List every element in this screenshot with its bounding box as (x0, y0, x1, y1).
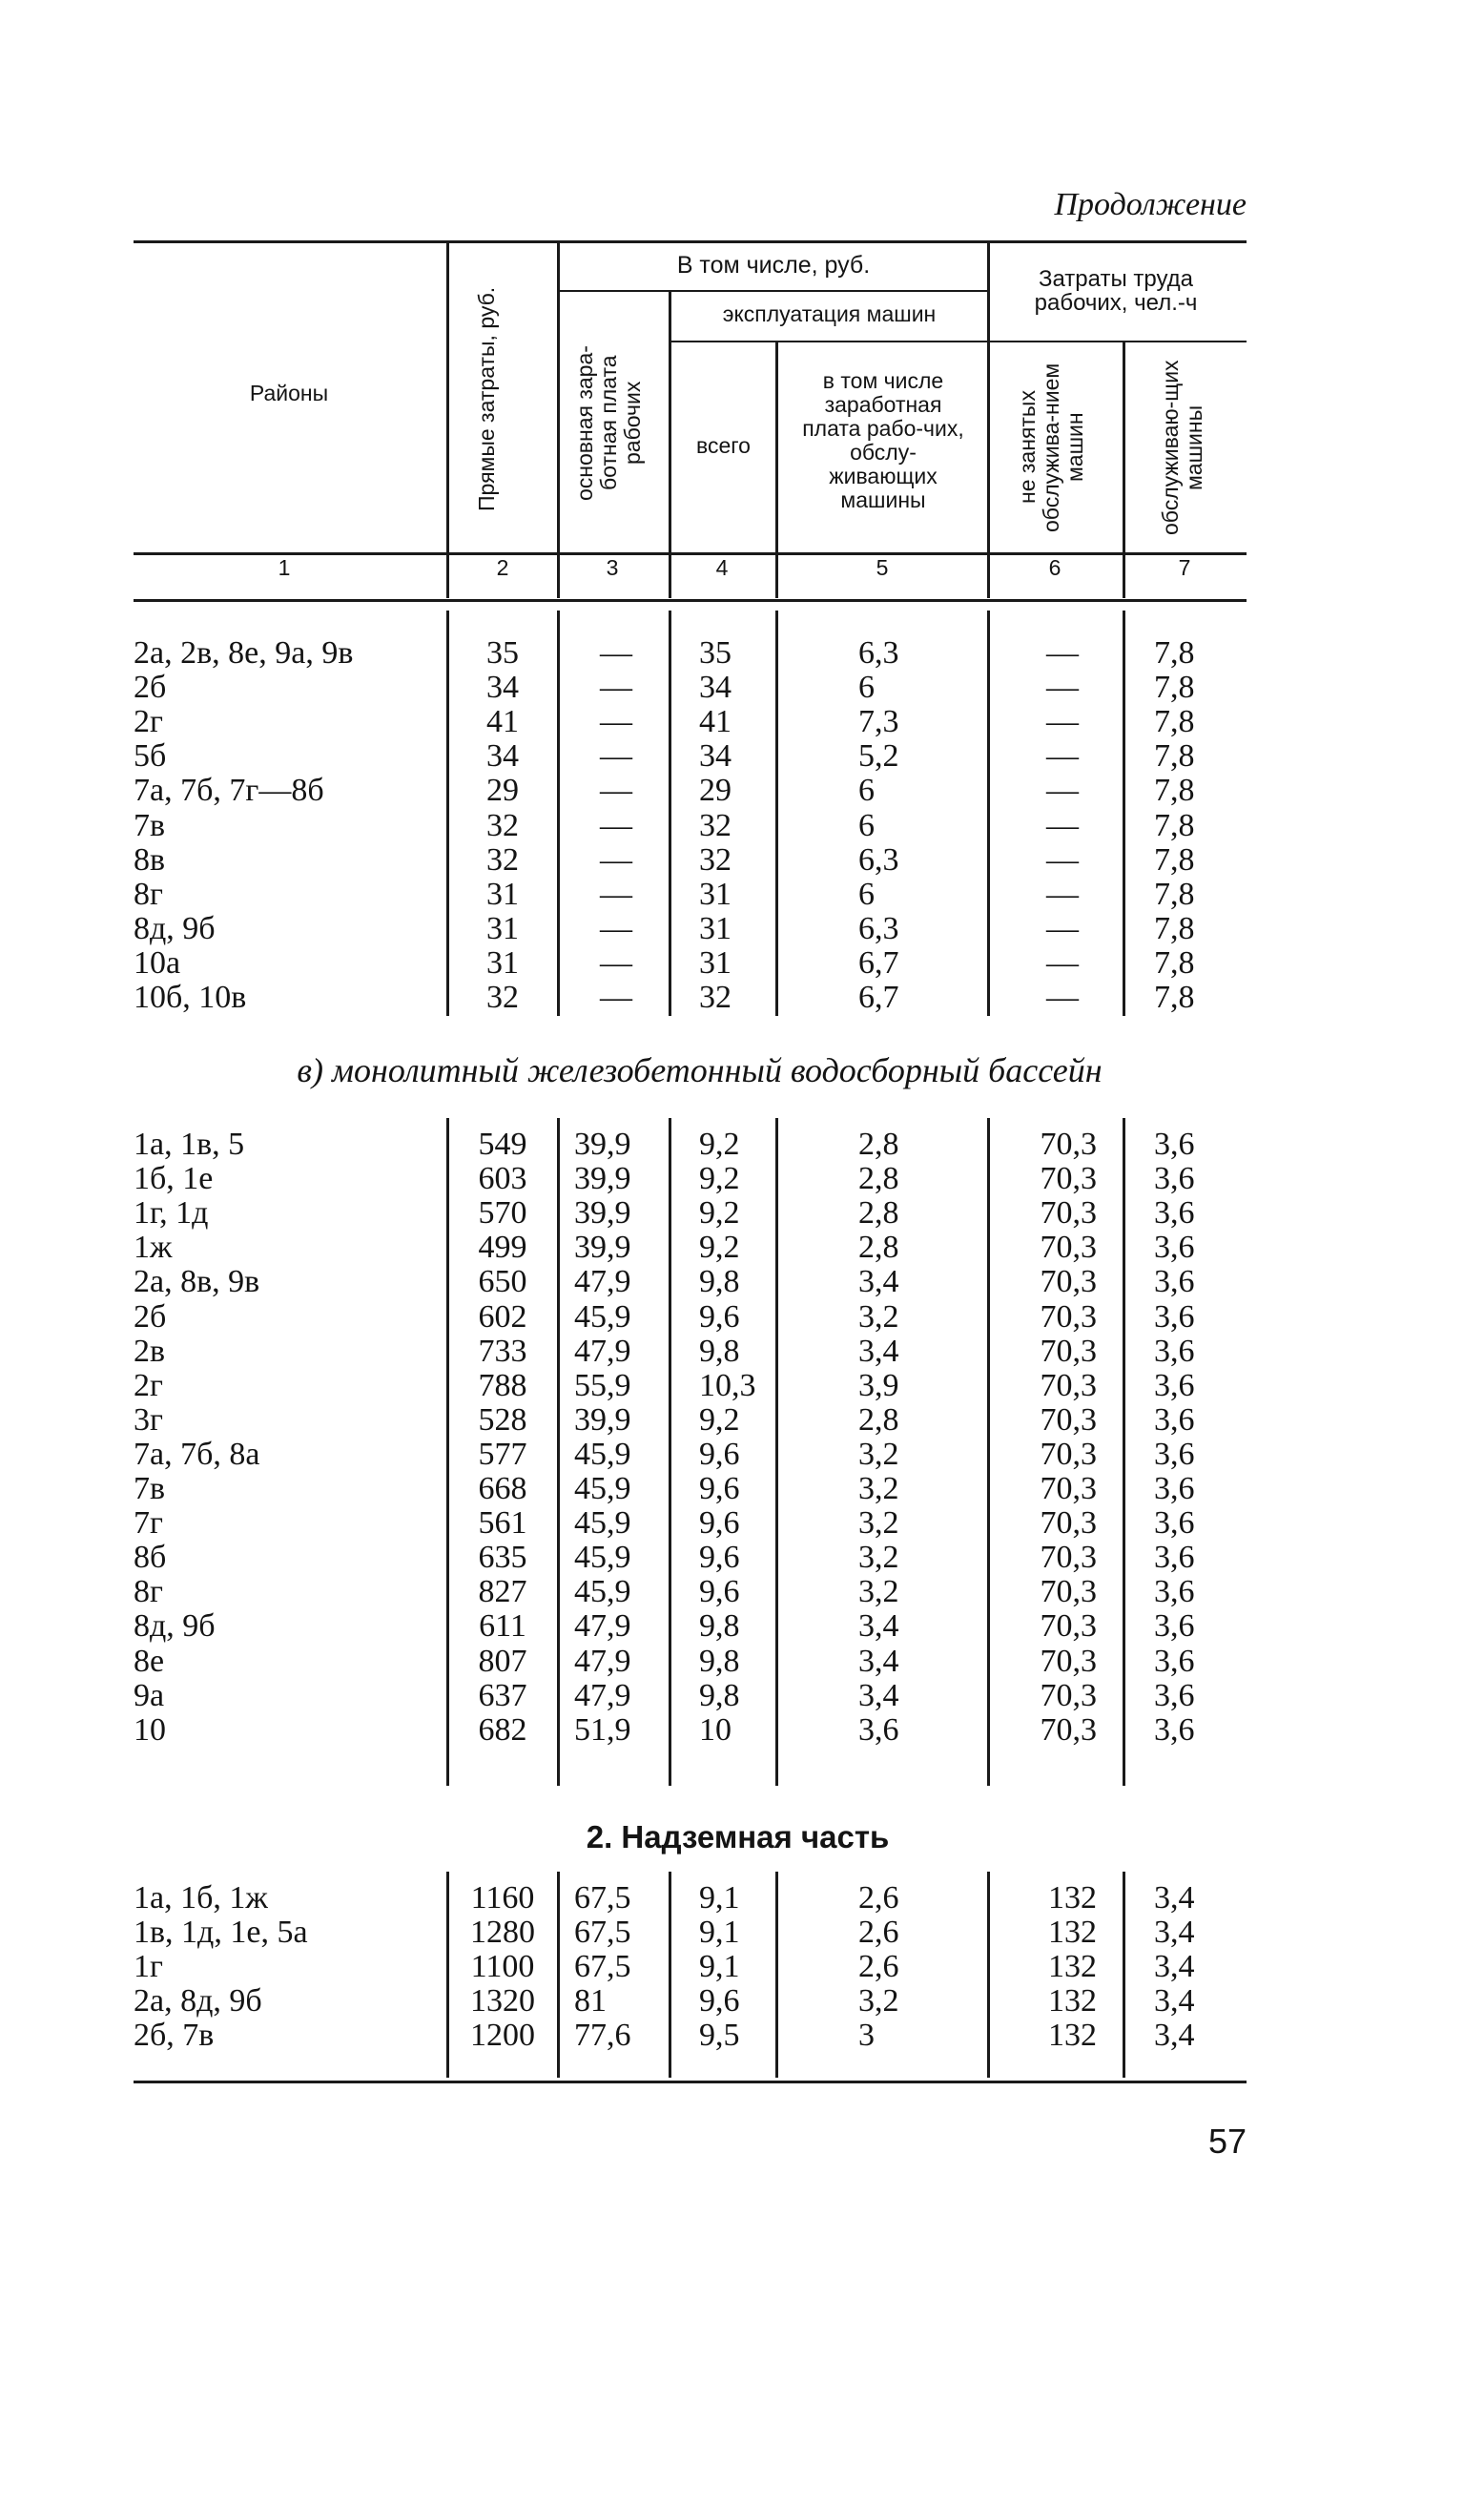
row-region: 1г (134, 1949, 163, 1984)
row-labor-machine: 3,6 (1154, 1471, 1195, 1506)
row-labor-machine: 7,8 (1154, 980, 1195, 1015)
row-labor-machine: 3,6 (1154, 1299, 1195, 1335)
row-machine-wage: 3,4 (858, 1334, 899, 1369)
row-base-wage: 47,9 (574, 1678, 631, 1713)
row-labor-machine: 3,6 (1154, 1402, 1195, 1438)
row-direct-costs: 602 (478, 1299, 527, 1335)
row-labor-machine: 7,8 (1154, 635, 1195, 671)
row-machine-wage: 5,2 (858, 738, 899, 774)
row-labor-not-machine: 70,3 (1040, 1505, 1097, 1541)
column-divider (775, 1872, 778, 2078)
row-base-wage: 39,9 (574, 1195, 631, 1231)
row-labor-not-machine: 70,3 (1040, 1264, 1097, 1299)
row-region: 1а, 1в, 5 (134, 1127, 245, 1162)
row-labor-not-machine: 132 (1048, 1880, 1097, 1916)
row-machine-wage: 3,2 (858, 1299, 899, 1335)
row-labor-not-machine: — (1046, 704, 1079, 739)
row-base-wage: 67,5 (574, 1949, 631, 1984)
row-labor-machine: 3,6 (1154, 1505, 1195, 1541)
row-region: 7в (134, 1471, 166, 1506)
row-machine-total: 34 (699, 738, 732, 774)
row-labor-not-machine: 70,3 (1040, 1540, 1097, 1575)
row-direct-costs: 733 (478, 1334, 527, 1369)
row-machine-total: 9,1 (699, 1949, 740, 1984)
row-labor-machine: 3,4 (1154, 1880, 1195, 1916)
row-labor-not-machine: 132 (1048, 2018, 1097, 2053)
row-labor-not-machine: 70,3 (1040, 1644, 1097, 1679)
section-title-aboveground: 2. Надземная часть (586, 1819, 890, 1854)
row-base-wage: — (600, 773, 632, 808)
row-machine-wage: 3,2 (858, 1437, 899, 1472)
row-labor-machine: 3,6 (1154, 1264, 1195, 1299)
column-number: 7 (1178, 555, 1191, 580)
row-machine-wage: 3,9 (858, 1368, 899, 1403)
row-labor-machine: 3,6 (1154, 1334, 1195, 1369)
row-base-wage: — (600, 635, 632, 671)
header-direct-costs: Прямые затраты, руб. (473, 286, 499, 511)
row-machine-total: 31 (699, 877, 732, 912)
header-including: В том числе, руб. (676, 252, 871, 279)
row-machine-wage: 6,7 (858, 980, 899, 1015)
row-labor-machine: 3,6 (1154, 1678, 1195, 1713)
row-base-wage: 55,9 (574, 1368, 631, 1403)
row-machine-total: 9,6 (699, 1437, 740, 1472)
row-direct-costs: 31 (486, 945, 519, 981)
row-direct-costs: 570 (478, 1195, 527, 1231)
row-labor-not-machine: 70,3 (1040, 1127, 1097, 1162)
row-labor-machine: 7,8 (1154, 945, 1195, 981)
row-region: 7а, 7б, 8а (134, 1437, 260, 1472)
row-machine-total: 32 (699, 980, 732, 1015)
table-top-rule (134, 240, 1247, 243)
column-number: 1 (278, 555, 291, 580)
row-labor-not-machine: 132 (1048, 1915, 1097, 1950)
row-direct-costs: 1280 (470, 1915, 535, 1950)
row-base-wage: 47,9 (574, 1644, 631, 1679)
row-direct-costs: 34 (486, 670, 519, 705)
row-labor-machine: 3,6 (1154, 1608, 1195, 1644)
row-machine-total: 9,8 (699, 1608, 740, 1644)
row-base-wage: — (600, 911, 632, 946)
column-divider (669, 1872, 671, 2078)
header-labor-not-machine: не занятых обслужива-нием машин (1014, 362, 1087, 532)
row-labor-machine: 7,8 (1154, 704, 1195, 739)
row-base-wage: 47,9 (574, 1264, 631, 1299)
row-direct-costs: 637 (478, 1678, 527, 1713)
header-labor-machine: обслуживаю-щих машины (1157, 360, 1206, 535)
row-labor-not-machine: — (1046, 980, 1079, 1015)
row-direct-costs: 635 (478, 1540, 527, 1575)
row-direct-costs: 34 (486, 738, 519, 774)
row-machine-total: 9,6 (699, 1505, 740, 1541)
row-labor-machine: 3,6 (1154, 1195, 1195, 1231)
row-region: 8д, 9б (134, 1608, 216, 1644)
row-machine-total: 32 (699, 808, 732, 843)
row-direct-costs: 528 (478, 1402, 527, 1438)
row-machine-total: 9,2 (699, 1402, 740, 1438)
column-number: 3 (606, 555, 619, 580)
row-labor-not-machine: — (1046, 842, 1079, 878)
row-region: 1г, 1д (134, 1195, 209, 1231)
including-under-rule (558, 290, 987, 292)
header-divider (775, 342, 778, 598)
row-labor-not-machine: — (1046, 738, 1079, 774)
row-base-wage: 45,9 (574, 1437, 631, 1472)
row-base-wage: — (600, 980, 632, 1015)
row-machine-wage: 3,4 (858, 1264, 899, 1299)
column-divider (557, 1872, 560, 2078)
row-base-wage: — (600, 704, 632, 739)
row-machine-wage: 6 (858, 773, 875, 808)
row-labor-not-machine: — (1046, 877, 1079, 912)
header-direct-costs-cell (449, 250, 555, 548)
row-base-wage: — (600, 842, 632, 878)
row-machine-total: 29 (699, 773, 732, 808)
row-labor-machine: 3,6 (1154, 1574, 1195, 1609)
row-labor-machine: 7,8 (1154, 842, 1195, 878)
row-region: 10 (134, 1712, 166, 1748)
row-labor-not-machine: — (1046, 773, 1079, 808)
row-labor-not-machine: — (1046, 808, 1079, 843)
row-machine-total: 10,3 (699, 1368, 756, 1403)
column-number: 2 (496, 555, 509, 580)
row-direct-costs: 1100 (470, 1949, 535, 1984)
column-divider (987, 611, 990, 1016)
row-region: 2а, 8в, 9в (134, 1264, 260, 1299)
row-labor-machine: 3,4 (1154, 1949, 1195, 1984)
row-labor-not-machine: 70,3 (1040, 1368, 1097, 1403)
row-direct-costs: 1320 (470, 1983, 535, 2019)
row-machine-wage: 6 (858, 670, 875, 705)
row-base-wage: 45,9 (574, 1299, 631, 1335)
page-number: 57 (1207, 2122, 1247, 2161)
row-direct-costs: 549 (478, 1127, 527, 1162)
header-machine-wage: в том числе заработная плата рабо-чих, обслу-живающих машины (802, 368, 964, 512)
row-base-wage: 47,9 (574, 1608, 631, 1644)
row-region: 1а, 1б, 1ж (134, 1880, 268, 1916)
column-divider (775, 611, 778, 1016)
row-labor-not-machine: 70,3 (1040, 1161, 1097, 1196)
row-direct-costs: 1160 (470, 1880, 535, 1916)
row-labor-not-machine: — (1046, 911, 1079, 946)
column-divider (669, 1118, 671, 1786)
row-base-wage: — (600, 670, 632, 705)
row-region: 2а, 8д, 9б (134, 1983, 262, 2019)
row-base-wage: 67,5 (574, 1880, 631, 1916)
row-base-wage: 45,9 (574, 1505, 631, 1541)
row-region: 2б (134, 1299, 167, 1335)
row-labor-machine: 3,6 (1154, 1161, 1195, 1196)
row-machine-wage: 3,2 (858, 1505, 899, 1541)
row-region: 8д, 9б (134, 911, 216, 946)
header-machine-total: всего (696, 433, 751, 458)
row-region: 8б (134, 1540, 167, 1575)
row-labor-not-machine: 70,3 (1040, 1574, 1097, 1609)
row-direct-costs: 577 (478, 1437, 527, 1472)
row-labor-not-machine: 132 (1048, 1949, 1097, 1984)
row-labor-not-machine: 70,3 (1040, 1471, 1097, 1506)
row-machine-wage: 6,7 (858, 945, 899, 981)
row-base-wage: 39,9 (574, 1402, 631, 1438)
row-base-wage: 77,6 (574, 2018, 631, 2053)
row-machine-total: 9,6 (699, 1540, 740, 1575)
continued-label: Продолжение (1054, 187, 1247, 222)
row-direct-costs: 35 (486, 635, 519, 671)
row-region: 10а (134, 945, 181, 981)
row-machine-wage: 3,2 (858, 1471, 899, 1506)
row-labor-not-machine: 70,3 (1040, 1195, 1097, 1231)
row-machine-wage: 6,3 (858, 911, 899, 946)
row-region: 1ж (134, 1230, 173, 1265)
row-region: 9а (134, 1678, 165, 1713)
row-machine-total: 9,6 (699, 1574, 740, 1609)
row-machine-total: 9,2 (699, 1161, 740, 1196)
row-machine-wage: 3,2 (858, 1574, 899, 1609)
row-machine-total: 9,1 (699, 1915, 740, 1950)
row-labor-not-machine: — (1046, 670, 1079, 705)
row-region: 1в, 1д, 1е, 5а (134, 1915, 308, 1950)
row-machine-wage: 2,8 (858, 1230, 899, 1265)
table-bottom-rule (134, 2081, 1247, 2083)
row-base-wage: — (600, 877, 632, 912)
row-direct-costs: 827 (478, 1574, 527, 1609)
row-labor-not-machine: 132 (1048, 1983, 1097, 2019)
row-machine-wage: 3,4 (858, 1644, 899, 1679)
row-labor-machine: 3,4 (1154, 2018, 1195, 2053)
row-machine-total: 34 (699, 670, 732, 705)
row-labor-machine: 7,8 (1154, 670, 1195, 705)
row-machine-wage: 2,6 (858, 1915, 899, 1950)
row-region: 2в (134, 1334, 166, 1369)
row-machine-wage: 3,4 (858, 1608, 899, 1644)
row-labor-machine: 3,4 (1154, 1983, 1195, 2019)
row-region: 8г (134, 1574, 163, 1609)
row-machine-wage: 6 (858, 808, 875, 843)
row-base-wage: 45,9 (574, 1471, 631, 1506)
row-labor-not-machine: 70,3 (1040, 1608, 1097, 1644)
row-direct-costs: 807 (478, 1644, 527, 1679)
row-region: 2б, 7в (134, 2018, 215, 2053)
row-direct-costs: 31 (486, 911, 519, 946)
row-machine-total: 9,5 (699, 2018, 740, 2053)
row-labor-not-machine: — (1046, 945, 1079, 981)
row-region: 10б, 10в (134, 980, 247, 1015)
row-labor-machine: 3,6 (1154, 1540, 1195, 1575)
row-region: 7а, 7б, 7г—8б (134, 773, 324, 808)
row-machine-total: 9,2 (699, 1230, 740, 1265)
row-machine-total: 9,6 (699, 1299, 740, 1335)
row-machine-wage: 3,6 (858, 1712, 899, 1748)
header-base-wage: основная зара-ботная плата рабочих (572, 344, 645, 501)
column-divider (1123, 1872, 1125, 2078)
row-direct-costs: 682 (478, 1712, 527, 1748)
row-labor-not-machine: 70,3 (1040, 1437, 1097, 1472)
row-machine-total: 35 (699, 635, 732, 671)
row-direct-costs: 32 (486, 808, 519, 843)
row-direct-costs: 603 (478, 1161, 527, 1196)
row-base-wage: 47,9 (574, 1334, 631, 1369)
row-base-wage: 39,9 (574, 1127, 631, 1162)
row-machine-wage: 6,3 (858, 842, 899, 878)
row-machine-total: 9,6 (699, 1471, 740, 1506)
row-region: 2б (134, 670, 167, 705)
row-region: 8е (134, 1644, 165, 1679)
row-direct-costs: 29 (486, 773, 519, 808)
row-base-wage: 39,9 (574, 1161, 631, 1196)
numbers-bottom-rule (134, 599, 1247, 602)
row-base-wage: 81 (574, 1983, 607, 2019)
row-labor-machine: 3,4 (1154, 1915, 1195, 1950)
row-machine-total: 9,8 (699, 1678, 740, 1713)
row-machine-total: 32 (699, 842, 732, 878)
header-machine-operation: эксплуатация машин (722, 301, 937, 326)
row-labor-machine: 3,6 (1154, 1437, 1195, 1472)
column-divider (557, 611, 560, 1016)
row-labor-machine: 3,6 (1154, 1230, 1195, 1265)
row-direct-costs: 611 (479, 1608, 526, 1644)
row-direct-costs: 650 (478, 1264, 527, 1299)
machine-under-rule (670, 341, 987, 342)
column-divider (775, 1118, 778, 1786)
row-machine-wage: 2,8 (858, 1195, 899, 1231)
row-labor-not-machine: 70,3 (1040, 1678, 1097, 1713)
row-base-wage: 45,9 (574, 1574, 631, 1609)
row-region: 2г (134, 1368, 163, 1403)
section-title-monolithic-basin: в) монолитный железобетонный водосборный бассейн (297, 1051, 1103, 1089)
row-machine-total: 9,1 (699, 1880, 740, 1916)
row-base-wage: 51,9 (574, 1712, 631, 1748)
labor-under-rule (987, 341, 1247, 342)
row-machine-total: 31 (699, 945, 732, 981)
row-machine-wage: 2,8 (858, 1127, 899, 1162)
row-labor-machine: 7,8 (1154, 773, 1195, 808)
row-labor-not-machine: — (1046, 635, 1079, 671)
row-region: 2а, 2в, 8е, 9а, 9в (134, 635, 354, 671)
row-labor-not-machine: 70,3 (1040, 1299, 1097, 1335)
row-machine-wage: 6 (858, 877, 875, 912)
row-machine-total: 10 (699, 1712, 732, 1748)
row-machine-wage: 3,2 (858, 1983, 899, 2019)
row-region: 5б (134, 738, 167, 774)
row-base-wage: 45,9 (574, 1540, 631, 1575)
row-labor-not-machine: 70,3 (1040, 1712, 1097, 1748)
row-labor-not-machine: 70,3 (1040, 1402, 1097, 1438)
row-machine-total: 9,8 (699, 1264, 740, 1299)
row-labor-machine: 7,8 (1154, 738, 1195, 774)
row-machine-wage: 2,6 (858, 1880, 899, 1916)
row-region: 2г (134, 704, 163, 739)
row-machine-total: 9,8 (699, 1644, 740, 1679)
row-direct-costs: 1200 (470, 2018, 535, 2053)
row-labor-machine: 3,6 (1154, 1712, 1195, 1748)
row-machine-wage: 7,3 (858, 704, 899, 739)
row-machine-total: 9,6 (699, 1983, 740, 2019)
row-machine-total: 9,2 (699, 1195, 740, 1231)
row-direct-costs: 788 (478, 1368, 527, 1403)
row-machine-wage: 3,4 (858, 1678, 899, 1713)
row-machine-total: 41 (699, 704, 732, 739)
row-base-wage: 39,9 (574, 1230, 631, 1265)
column-divider (1123, 1118, 1125, 1786)
row-region: 7в (134, 808, 166, 843)
row-direct-costs: 499 (478, 1230, 527, 1265)
column-number: 6 (1048, 555, 1061, 580)
column-number: 5 (876, 555, 889, 580)
header-labor-not-machine-cell (990, 345, 1121, 549)
row-labor-not-machine: 70,3 (1040, 1334, 1097, 1369)
row-labor-machine: 3,6 (1154, 1127, 1195, 1162)
row-machine-total: 9,2 (699, 1127, 740, 1162)
row-direct-costs: 31 (486, 877, 519, 912)
row-direct-costs: 32 (486, 980, 519, 1015)
row-base-wage: — (600, 808, 632, 843)
row-region: 8г (134, 877, 163, 912)
row-machine-wage: 2,8 (858, 1402, 899, 1438)
row-machine-wage: 2,8 (858, 1161, 899, 1196)
header-labor-costs: Затраты труда рабочих, чел.-ч (1034, 266, 1198, 316)
header-labor-machine-cell (1125, 345, 1247, 549)
row-direct-costs: 561 (478, 1505, 527, 1541)
header-regions: Районы (249, 381, 329, 405)
row-region: 7г (134, 1505, 163, 1541)
row-region: 1б, 1е (134, 1161, 214, 1196)
row-base-wage: 67,5 (574, 1915, 631, 1950)
row-base-wage: — (600, 945, 632, 981)
row-machine-wage: 3 (858, 2018, 875, 2053)
row-region: 3г (134, 1402, 163, 1438)
row-labor-not-machine: 70,3 (1040, 1230, 1097, 1265)
row-labor-machine: 3,6 (1154, 1644, 1195, 1679)
row-direct-costs: 41 (486, 704, 519, 739)
row-labor-machine: 7,8 (1154, 877, 1195, 912)
column-number: 4 (715, 555, 729, 580)
row-direct-costs: 668 (478, 1471, 527, 1506)
row-machine-wage: 3,2 (858, 1540, 899, 1575)
row-machine-wage: 6,3 (858, 635, 899, 671)
column-divider (669, 611, 671, 1016)
row-machine-total: 31 (699, 911, 732, 946)
column-divider (1123, 611, 1125, 1016)
row-labor-machine: 3,6 (1154, 1368, 1195, 1403)
row-direct-costs: 32 (486, 842, 519, 878)
row-machine-wage: 2,6 (858, 1949, 899, 1984)
column-divider (557, 1118, 560, 1786)
row-region: 8в (134, 842, 166, 878)
row-base-wage: — (600, 738, 632, 774)
row-labor-machine: 7,8 (1154, 808, 1195, 843)
row-machine-total: 9,8 (699, 1334, 740, 1369)
row-labor-machine: 7,8 (1154, 911, 1195, 946)
header-base-wage-cell (560, 298, 667, 548)
